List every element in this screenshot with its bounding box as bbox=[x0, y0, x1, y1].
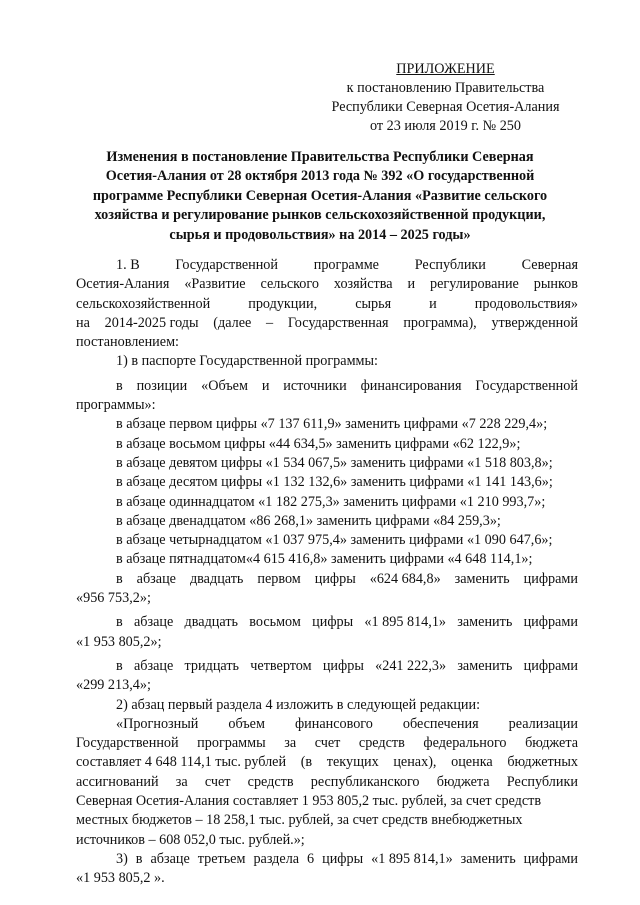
document-body bbox=[76, 256, 578, 889]
word: местных бюджетов – 18 258,1 тыс. рублей, за счет средств внебюджетных bbox=[76, 812, 523, 829]
word: и bbox=[261, 377, 270, 394]
list-item-2: 2) абзац первый раздела 4 изложить в следующей редакции: bbox=[116, 696, 481, 713]
amendment-line: в абзаце девятом цифры «1 534 067,5» заменить цифрами «1 518 803,8»; bbox=[116, 454, 553, 471]
word: оценка bbox=[451, 754, 493, 771]
word: заменить bbox=[457, 657, 513, 674]
word: счет bbox=[314, 735, 341, 752]
word: – bbox=[266, 314, 274, 331]
amendment-line: в абзаце восьмом цифры «44 634,5» заменить цифрами «62 122,9»; bbox=[116, 435, 521, 452]
word: Государственной bbox=[175, 257, 278, 273]
word: в bbox=[116, 657, 123, 674]
word: двадцать bbox=[184, 614, 238, 631]
word: заменить bbox=[460, 850, 516, 867]
word: Республики bbox=[414, 257, 486, 273]
word: ассигнований bbox=[76, 773, 159, 790]
paragraph-line bbox=[76, 314, 578, 333]
word: третьем bbox=[197, 850, 246, 867]
word: абзаце bbox=[133, 657, 174, 674]
word: источники bbox=[283, 377, 347, 394]
word: средств bbox=[247, 773, 294, 790]
word: в bbox=[116, 377, 123, 394]
word: и bbox=[429, 295, 437, 312]
quote-line bbox=[76, 811, 578, 830]
word: текущих bbox=[326, 754, 379, 771]
amendment-line: «1 953 805,2»; bbox=[76, 633, 162, 650]
paragraph-line bbox=[76, 295, 578, 314]
paragraph-line: программы»: bbox=[76, 397, 156, 414]
amendment-line: в абзаце пятнадцатом«4 615 416,8» заменить цифрами «4 648 114,1»; bbox=[116, 551, 533, 568]
amendment-line bbox=[76, 570, 578, 589]
amendment-line: в абзаце десятом цифры «1 132 132,6» заменить цифрами «1 141 143,6»; bbox=[116, 474, 553, 491]
word: цифрами bbox=[523, 657, 578, 674]
word: тридцать bbox=[184, 657, 240, 674]
word: заменить bbox=[457, 614, 513, 631]
word: цифры bbox=[322, 850, 364, 867]
quote-line: источников – 608 052,0 тыс. рублей.»; bbox=[76, 831, 305, 848]
word: в bbox=[116, 570, 123, 587]
quote-line bbox=[76, 734, 578, 753]
word: абзаце bbox=[150, 850, 190, 867]
paragraph-line bbox=[76, 275, 578, 294]
word: (в bbox=[300, 754, 313, 771]
word: Государственной bbox=[475, 377, 578, 394]
word: и bbox=[407, 276, 416, 293]
word: «624 684,8» bbox=[369, 570, 441, 587]
word: регулирование bbox=[430, 276, 519, 293]
word: «Прогнозный bbox=[116, 715, 199, 732]
paragraph-line bbox=[76, 377, 578, 396]
word: Республики bbox=[506, 773, 578, 790]
appendix-block bbox=[318, 60, 573, 136]
word: первом bbox=[257, 570, 301, 587]
word: составляет 4 648 114,1 тыс. рублей bbox=[76, 754, 287, 771]
word: 2014-2025 годы bbox=[104, 314, 199, 331]
appendix-line-2: Республики Северная Осетия-Алания bbox=[331, 99, 560, 115]
list-item-1: 1) в паспорте Государственной программы: bbox=[116, 353, 379, 370]
word: цифрами bbox=[523, 614, 578, 631]
word: цифрами bbox=[523, 570, 578, 587]
word: «1 895 814,1» bbox=[364, 614, 446, 631]
amendment-line: в абзаце первом цифры «7 137 611,9» заменить цифрами «7 228 229,4»; bbox=[116, 416, 548, 433]
appendix-heading: ПРИЛОЖЕНИЕ bbox=[396, 61, 495, 77]
word: сельскохозяйственной bbox=[76, 295, 211, 312]
word: цифры bbox=[312, 614, 354, 631]
title-line: хозяйства и регулирование рынков сельскохозяйственной продукции, bbox=[94, 207, 546, 224]
word: заменить bbox=[454, 570, 510, 587]
word: рынков bbox=[533, 276, 578, 293]
word: цифрами bbox=[523, 850, 578, 867]
word: «1 895 814,1» bbox=[371, 850, 453, 867]
paragraph-line bbox=[76, 256, 578, 275]
word: абзаце bbox=[133, 614, 174, 631]
word: Осетия-Алания bbox=[76, 276, 170, 293]
word: четвертом bbox=[250, 657, 312, 674]
word: «241 222,3» bbox=[375, 657, 447, 674]
list-item-3 bbox=[76, 850, 578, 869]
title-line: Осетия-Алания от 28 октября 2013 года № 392 «О государственной bbox=[105, 168, 535, 185]
word: позиции bbox=[136, 377, 188, 394]
word: хозяйства bbox=[333, 276, 393, 293]
word: обеспечения bbox=[402, 715, 479, 732]
word: в bbox=[135, 850, 143, 867]
word: абзаце bbox=[136, 570, 176, 587]
word: бюджета bbox=[525, 735, 578, 752]
word: за bbox=[284, 735, 297, 752]
amendment-line: «299 213,4»; bbox=[76, 677, 151, 694]
word: продукции, bbox=[248, 295, 318, 312]
amendment-line: в абзаце четырнадцатом «1 037 975,4» заменить цифрами «1 090 647,6»; bbox=[116, 532, 553, 549]
appendix-line-3: от 23 июля 2019 г. № 250 bbox=[370, 118, 521, 134]
word: на bbox=[76, 314, 90, 331]
title-line: Изменения в постановление Правительства Республики Северная bbox=[106, 149, 534, 165]
word: средств bbox=[358, 735, 405, 752]
word: раздела bbox=[253, 850, 300, 867]
amendment-line: «956 753,2»; bbox=[76, 590, 151, 607]
word: счет bbox=[204, 773, 231, 790]
word: Северная Осетия-Алания составляет 1 953 805,2 тыс. рублей, за счет средств bbox=[76, 793, 542, 810]
amendment-line bbox=[76, 613, 578, 632]
word: реализации bbox=[508, 715, 578, 732]
word: «Развитие bbox=[184, 276, 246, 293]
title-line: сырья и продовольствия» на 2014 – 2025 годы» bbox=[169, 226, 471, 243]
quote-line bbox=[76, 773, 578, 792]
amendment-line bbox=[76, 657, 578, 676]
paragraph-line: постановлением: bbox=[76, 334, 179, 351]
word: за bbox=[175, 773, 188, 790]
document-title bbox=[76, 148, 564, 245]
word: бюджетных bbox=[507, 754, 578, 771]
word: цифры bbox=[314, 570, 356, 587]
word: утвержденной bbox=[491, 314, 578, 331]
word: Северная bbox=[521, 257, 578, 273]
word: в bbox=[116, 614, 123, 631]
word: объем bbox=[228, 715, 265, 732]
word: программа), bbox=[403, 314, 477, 331]
amendment-line: в абзаце двенадцатом «86 268,1» заменить цифрами «84 259,3»; bbox=[116, 512, 501, 529]
word: финансового bbox=[294, 715, 373, 732]
word: 6 bbox=[307, 850, 315, 867]
quote-line bbox=[76, 753, 578, 772]
word: ценах), bbox=[393, 754, 437, 771]
word: продовольствия» bbox=[474, 295, 578, 312]
word: федерального bbox=[423, 735, 507, 752]
title-line: программе Республики Северная Осетия-Алания «Развитие сельского bbox=[92, 187, 548, 204]
quote-line bbox=[76, 715, 578, 734]
word: 1. В bbox=[116, 257, 140, 273]
word: Государственная bbox=[287, 314, 389, 331]
word: программе bbox=[313, 257, 379, 273]
word: Государственной bbox=[76, 735, 179, 752]
word: восьмом bbox=[249, 614, 301, 631]
word: программы bbox=[197, 735, 266, 752]
word: финансирования bbox=[360, 377, 462, 394]
word: (далее bbox=[213, 314, 252, 331]
quote-line bbox=[76, 792, 578, 811]
word: сырья bbox=[355, 295, 392, 312]
word: 3) bbox=[116, 850, 128, 867]
word: «Объем bbox=[201, 377, 248, 394]
word: сельского bbox=[260, 276, 319, 293]
word: республиканского bbox=[310, 773, 420, 790]
word: двадцать bbox=[189, 570, 244, 587]
list-item-3-end: «1 953 805,2 ». bbox=[76, 870, 165, 887]
amendment-line: в абзаце одиннадцатом «1 182 275,3» заменить цифрами «1 210 993,7»; bbox=[116, 493, 546, 510]
word: бюджета bbox=[436, 773, 490, 790]
appendix-line-1: к постановлению Правительства bbox=[346, 80, 545, 96]
word: цифры bbox=[322, 657, 364, 674]
